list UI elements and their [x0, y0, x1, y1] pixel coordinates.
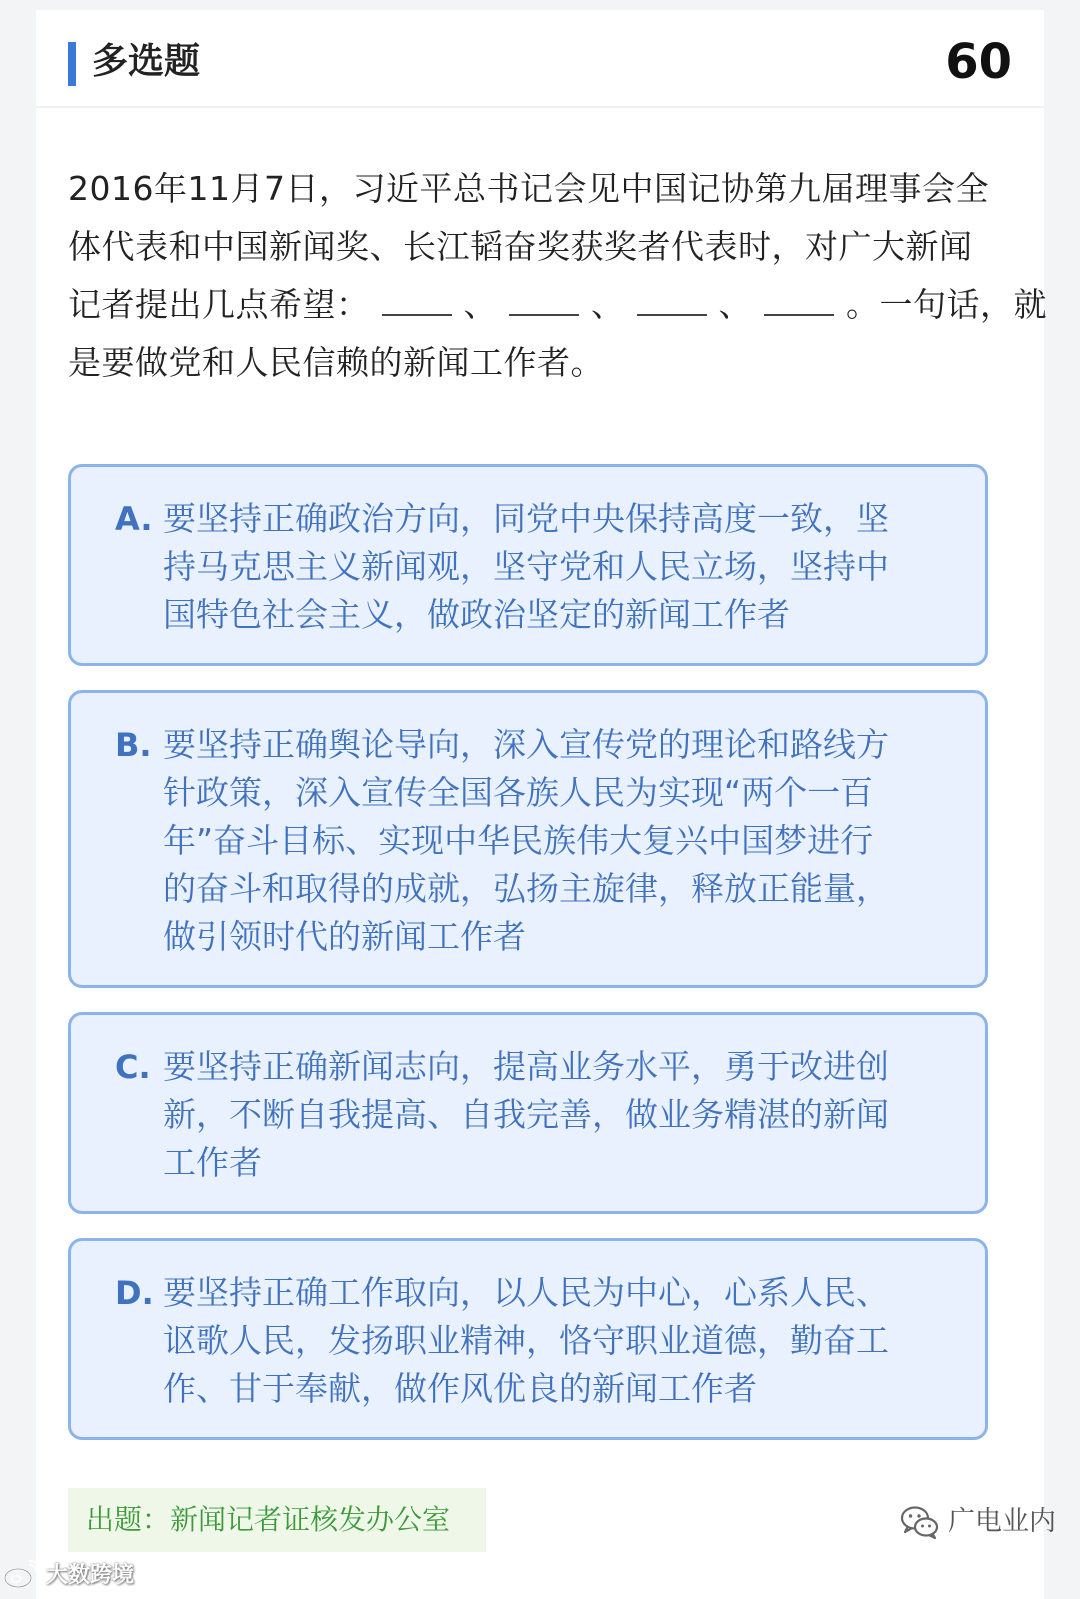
option-letter: A.	[115, 500, 153, 538]
answer-blank	[509, 284, 579, 316]
question-line: 是要做党和人民信赖的新闻工作者。	[68, 343, 604, 382]
wechat-account-name: 广电业内	[948, 1506, 1056, 1537]
answer-blank	[382, 284, 452, 316]
blank-separator: 、	[591, 285, 625, 324]
answer-blank	[637, 284, 707, 316]
option-line: 针政策，深入宣传全国各族人民为实现“两个一百	[163, 773, 874, 812]
option-line: 的奋斗和取得的成就，弘扬主旋律，释放正能量，	[163, 869, 889, 908]
wechat-icon	[898, 1500, 942, 1544]
option-text	[163, 495, 963, 639]
option-letter: C.	[115, 1048, 151, 1086]
title-accent-bar	[68, 42, 76, 86]
option-line: 要坚持正确舆论导向，深入宣传党的理论和路线方	[163, 725, 889, 764]
option-text	[163, 1043, 963, 1187]
answer-blank	[764, 284, 834, 316]
question-line	[68, 276, 1047, 334]
option-line: 作、甘于奉献，做作风优良的新闻工作者	[163, 1369, 757, 1408]
wechat-account-badge	[898, 1500, 1056, 1544]
question-source-label: 出题：新闻记者证核发办公室	[68, 1488, 486, 1552]
option-text	[163, 1269, 963, 1413]
option-line: 要坚持正确新闻志向，提高业务水平，勇于改进创	[163, 1047, 889, 1086]
option-letter: D.	[115, 1274, 154, 1312]
option-line: 年”奋斗目标、实现中华民族伟大复兴中国梦进行	[163, 821, 874, 860]
option-line: 要坚持正确政治方向，同党中央保持高度一致，坚	[163, 499, 889, 538]
option-letter: B.	[115, 726, 152, 764]
option-text	[163, 721, 963, 961]
option-line: 要坚持正确工作取向，以人民为中心，心系人民、	[163, 1273, 889, 1312]
option-a[interactable]	[68, 464, 988, 666]
blank-separator: 、	[718, 285, 752, 324]
option-line: 持马克思主义新闻观，坚守党和人民立场，坚持中	[163, 547, 889, 586]
option-line: 工作者	[163, 1143, 262, 1182]
option-line: 国特色社会主义，做政治坚定的新闻工作者	[163, 595, 790, 634]
option-b[interactable]	[68, 690, 988, 988]
watermark-text: 大数跨境	[46, 1563, 135, 1588]
question-card	[36, 10, 1047, 1599]
weibo-logo-icon	[2, 1559, 46, 1593]
question-line-suffix: 。一句话，就	[846, 285, 1047, 324]
option-line: 做引领时代的新闻工作者	[163, 917, 526, 956]
question-line: 体代表和中国新闻奖、长江韬奋奖获奖者代表时，对广大新闻	[68, 227, 973, 266]
option-line: 新，不断自我提高、自我完善，做业务精湛的新闻	[163, 1095, 889, 1134]
question-line-prefix: 记者提出几点希望：	[68, 285, 370, 324]
option-line: 讴歌人民，发扬职业精神，恪守职业道德，勤奋工	[163, 1321, 889, 1360]
question-text	[68, 160, 1047, 392]
option-d[interactable]	[68, 1238, 988, 1440]
question-number: 60	[945, 34, 1012, 90]
blank-separator: 、	[463, 285, 497, 324]
question-line: 2016年11月7日，习近平总书记会见中国记协第九届理事会全	[68, 169, 989, 208]
option-c[interactable]	[68, 1012, 988, 1214]
question-header	[36, 10, 1044, 108]
question-type-title: 多选题	[92, 41, 201, 82]
watermark	[2, 1558, 134, 1594]
